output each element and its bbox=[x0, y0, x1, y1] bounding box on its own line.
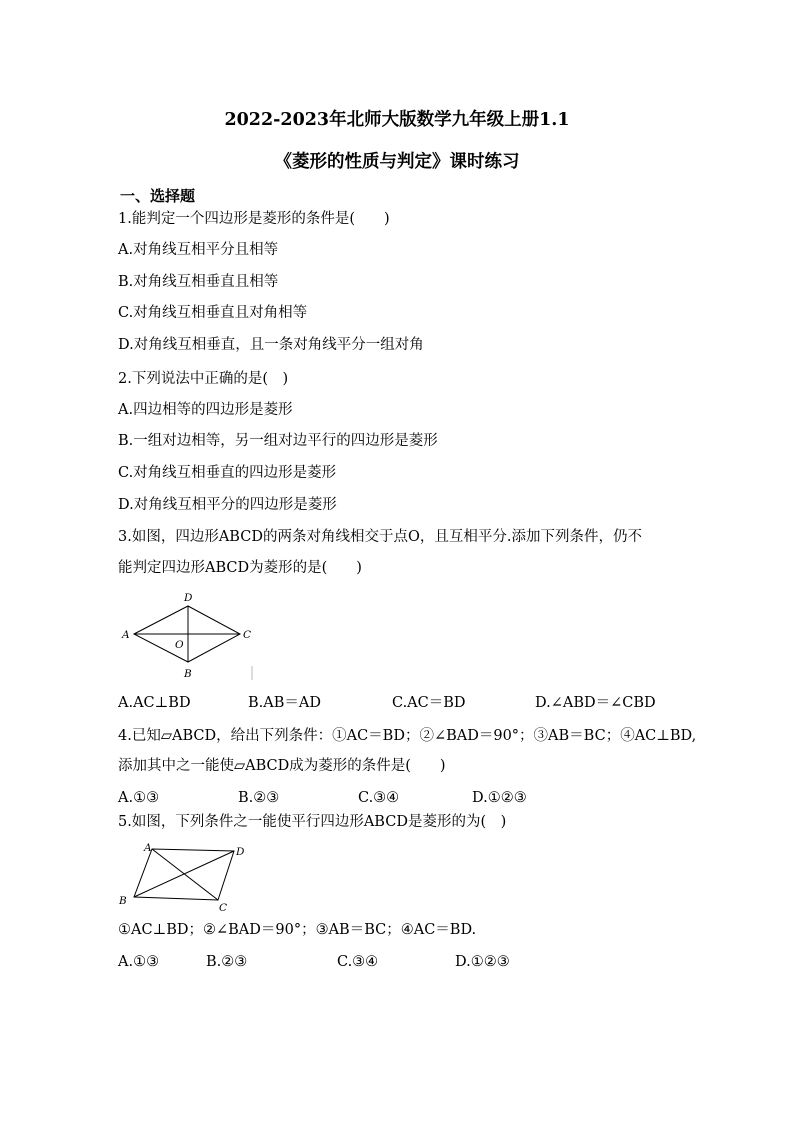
document-subtitle: 《菱形的性质与判定》课时练习 bbox=[274, 152, 520, 172]
vertex-label-d: D bbox=[236, 846, 245, 858]
center-label-o: O bbox=[175, 639, 184, 651]
vertex-label-b: B bbox=[119, 895, 127, 907]
question-4-option-d: D.①②③ bbox=[472, 790, 527, 806]
question-5-stem: 5.如图，下列条件之一能使平行四边形ABCD是菱形的为( ) bbox=[118, 814, 507, 830]
question-1-option-b: B.对角线互相垂直且相等 bbox=[118, 274, 279, 290]
question-4-option-b: B.②③ bbox=[238, 790, 280, 806]
question-1-stem: 1.能判定一个四边形是菱形的条件是( ) bbox=[118, 211, 390, 227]
question-2-stem: 2.下列说法中正确的是( ) bbox=[118, 371, 289, 387]
question-5-option-c: C.③④ bbox=[337, 954, 379, 970]
question-5-conditions: ①AC⊥BD；②∠BAD＝90°；③AB＝BC；④AC＝BD. bbox=[118, 922, 477, 938]
vertex-label-a: A bbox=[144, 842, 152, 854]
question-4-option-c: C.③④ bbox=[358, 790, 400, 806]
vertex-label-d: D bbox=[184, 592, 193, 604]
question-2-option-d: D.对角线互相平分的四边形是菱形 bbox=[118, 497, 337, 513]
question-3-stem-line-1: 3.如图，四边形ABCD的两条对角线相交于点O，且互相平分.添加下列条件，仍不 bbox=[118, 529, 642, 545]
question-3-option-d: D.∠ABD＝∠CBD bbox=[535, 695, 656, 711]
question-5-option-d: D.①②③ bbox=[455, 954, 510, 970]
question-3-option-a: A.AC⊥BD bbox=[118, 695, 191, 711]
vertex-label-a: A bbox=[122, 629, 130, 641]
parallelogram-figure bbox=[114, 838, 254, 914]
vertex-label-c: C bbox=[243, 629, 252, 641]
question-1-option-d: D.对角线互相垂直，且一条对角线平分一组对角 bbox=[118, 337, 424, 353]
question-2-option-b: B.一组对边相等，另一组对边平行的四边形是菱形 bbox=[118, 433, 438, 449]
question-4-stem-line-1: 4.已知▱ABCD，给出下列条件：①AC＝BD；②∠BAD＝90°；③AB＝BC；④AC⊥BD, bbox=[118, 728, 697, 744]
question-3-stem-line-2: 能判定四边形ABCD为菱形的是( ) bbox=[118, 560, 362, 576]
diagonal-ac bbox=[152, 849, 218, 900]
question-3-option-b: B.AB＝AD bbox=[248, 695, 321, 711]
question-5-option-b: B.②③ bbox=[206, 954, 248, 970]
question-1-option-a: A.对角线互相平分且相等 bbox=[118, 242, 279, 258]
question-2-option-a: A.四边相等的四边形是菱形 bbox=[118, 402, 293, 418]
vertex-label-b: B bbox=[184, 668, 192, 680]
question-5-option-a: A.①③ bbox=[118, 954, 160, 970]
question-1-option-c: C.对角线互相垂直且对角相等 bbox=[118, 305, 308, 321]
question-4-option-a: A.①③ bbox=[118, 790, 160, 806]
vertex-label-c: C bbox=[219, 902, 228, 914]
document-title: 2022-2023年北师大版数学九年级上册1.1 bbox=[224, 110, 570, 130]
question-4-stem-line-2: 添加其中之一能使▱ABCD成为菱形的条件是( ) bbox=[118, 758, 446, 774]
question-3-option-c: C.AC＝BD bbox=[392, 695, 466, 711]
question-2-option-c: C.对角线互相垂直的四边形是菱形 bbox=[118, 465, 337, 481]
rhombus-figure bbox=[118, 588, 268, 684]
section-heading: 一、选择题 bbox=[120, 187, 196, 205]
